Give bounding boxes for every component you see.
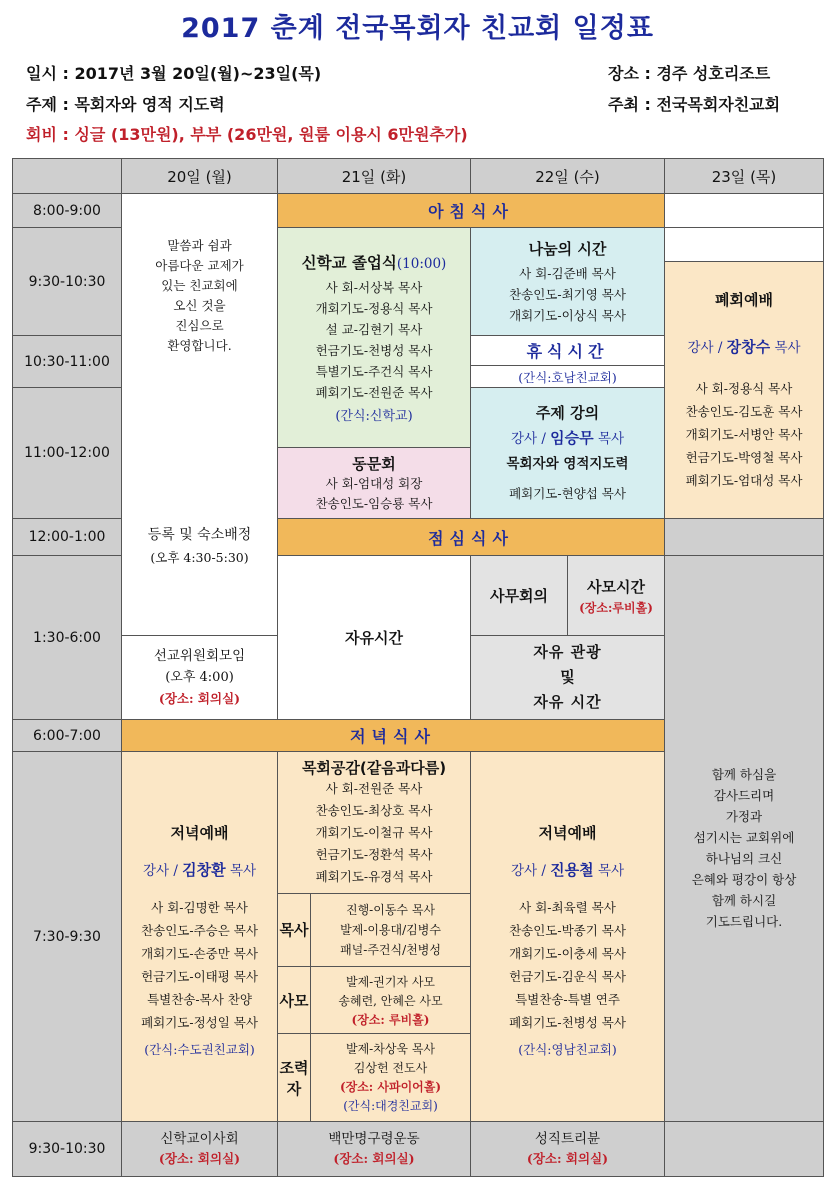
fee-value: 싱글 (13만원), 부부 (26만원, 원룸 이용시 6만원추가)	[74, 125, 468, 144]
graduation-ceremony: 신학교 졸업식(10:00) 사 회-서상복 목사 개회기도-정용식 목사 설 교-김현기 목사 헌금기도-천병성 목사 특별기도-주건식 목사 폐회기도-전원준 목사 (간식:신학교)	[277, 227, 471, 448]
free-tour: 자유 관광 및 자유 시간	[470, 635, 665, 720]
snack-note: (간식:수도권친교회)	[144, 1041, 255, 1057]
thu-lunch-blank	[664, 518, 824, 556]
mon-day-block	[121, 193, 278, 636]
lecturer: 강사 / 임승무 목사	[510, 429, 625, 447]
time-slot: 7:30-9:30	[12, 751, 122, 1122]
board-meeting: 신학교이사회 (장소: 회의실)	[121, 1121, 278, 1177]
event-date: 일시 : 2017년 3월 20일(월)~23일(목)	[26, 64, 322, 83]
dinner-bar: 저녁식사	[121, 719, 665, 752]
thu-last-blank	[664, 1121, 824, 1177]
rest-time: 휴식시간	[470, 335, 665, 366]
corner-cell	[12, 158, 122, 194]
evangelism-meeting: 백만명구령운동 (장소: 회의실)	[277, 1121, 471, 1177]
time-slot: 10:30-11:00	[12, 335, 122, 388]
lecturer: 강사 / 장창수 목사	[687, 337, 801, 356]
helper-session-label: 조력자	[277, 1033, 311, 1122]
sharing-time: 나눔의 시간 사 회-김준배 목사 찬송인도-최기영 목사 개회기도-이상식 목사	[470, 227, 665, 336]
event-host: 주최 : 전국목회자친교회	[608, 95, 781, 114]
fee-label: 회비 :	[26, 125, 75, 144]
lecturer: 강사 / 진용철 목사	[510, 860, 625, 879]
registration-time: (오후 4:30-5:30)	[150, 550, 249, 565]
header-thu: 23일 (목)	[664, 158, 824, 194]
thu-blank	[664, 227, 824, 262]
helper-session: 발제-차상욱 목사 김상헌 전도사 (장소: 사파이어홀) (간식:대경친교회)	[310, 1033, 471, 1122]
wives-time: 사모시간 (장소:루비홀)	[567, 555, 665, 636]
header-mon: 20일 (월)	[121, 158, 278, 194]
time-slot: 9:30-10:30	[12, 227, 122, 336]
thu-breakfast-blank	[664, 193, 824, 228]
wed-evening-worship: 저녁예배 강사 / 진용철 목사 사 회-최육렬 목사 찬송인도-박종기 목사 개회기도-이충세 목사 헌금기도-김운식 목사 특별찬송-특별 연주 폐회기도-천병성 목사 (간식:영남친교회)	[470, 751, 665, 1122]
time-slot: 1:30-6:00	[12, 555, 122, 720]
time-slot: 12:00-1:00	[12, 518, 122, 556]
closing-worship: 폐회예배 강사 / 장창수 목사 사 회-정용식 목사 찬송인도-김도훈 목사 개회기도-서병안 목사 헌금기도-박영철 목사 폐회기도-엄대성 목사	[664, 261, 824, 519]
time-slot: 8:00-9:00	[12, 193, 122, 228]
snack-note: (간식:영남친교회)	[518, 1041, 617, 1057]
registration: 등록 및 숙소배정	[147, 527, 252, 543]
time-slot: 6:00-7:00	[12, 719, 122, 752]
mission-meeting: 선교위원회모임 (오후 4:00) (장소: 회의실)	[121, 635, 278, 720]
event-fee	[26, 122, 468, 145]
tribune-meeting: 성직트리뷴 (장소: 회의실)	[470, 1121, 665, 1177]
business-meeting: 사무회의	[470, 555, 568, 636]
free-time: 자유시간	[277, 555, 471, 720]
event-place: 장소 : 경주 성호리조트	[608, 64, 771, 83]
wife-session-label: 사모	[277, 966, 311, 1034]
pastoral-empathy: 목회공감(같음과다름) 사 회-전원준 목사 찬송인도-최상호 목사 개회기도-이철규 목사 헌금기도-정환석 목사 폐회기도-유경석 목사	[277, 751, 471, 894]
breakfast-bar: 아침식사	[277, 193, 665, 228]
event-theme: 주제 : 목회자와 영적 지도력	[26, 95, 225, 114]
rest-snack: (간식:호남친교회)	[470, 365, 665, 388]
welcome-message: 말씀과 쉼과 아름다운 교제가 있는 친교회에 오신 것을 진심으로 환영합니다.	[155, 238, 244, 353]
header-tue: 21일 (화)	[277, 158, 471, 194]
lecturer: 강사 / 김창환 목사	[142, 860, 257, 879]
pastor-session-label: 목사	[277, 893, 311, 967]
time-slot: 9:30-10:30	[12, 1121, 122, 1177]
mon-evening-worship: 저녁예배 강사 / 김창환 목사 사 회-김명한 목사 찬송인도-주승은 목사 개회기도-손중만 목사 헌금기도-이태평 목사 특별찬송-목사 찬양 폐회기도-정성일 목사 (간식:수도권친교회)	[121, 751, 278, 1122]
lunch-bar: 점심식사	[277, 518, 665, 556]
wife-session: 발제-권기자 사모 송혜련, 안혜은 사모 (장소: 루비홀)	[310, 966, 471, 1034]
closing-thanks: 함께 하심을 감사드리며 가정과 섬기시는 교회위에 하나님의 크신 은혜와 평강이 항상 함께 하시길 기도드립니다.	[664, 555, 824, 1122]
header-wed: 22일 (수)	[470, 158, 665, 194]
pastor-session: 진행-이동수 목사 발제-이용대/김병수 패널-주건식/천병성	[310, 893, 471, 967]
page-title: 2017 춘계 전국목회자 친교회 일정표	[181, 13, 654, 44]
alumni-meeting: 동문회 사 회-엄대성 회장 찬송인도-임승룡 목사	[277, 447, 471, 519]
time-slot: 11:00-12:00	[12, 387, 122, 519]
theme-lecture: 주제 강의 강사 / 임승무 목사 목회자와 영적지도력 폐회기도-현양섭 목사	[470, 387, 665, 519]
